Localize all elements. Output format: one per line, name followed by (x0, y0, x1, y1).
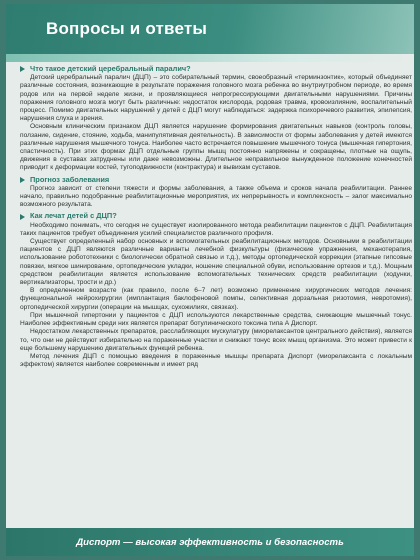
section-title: Что такое детский церебральный паралич? (30, 64, 191, 73)
section-title: Прогноз заболевания (30, 174, 110, 184)
triangle-bullet-icon (20, 66, 25, 72)
page-footer (6, 528, 414, 556)
paragraph: Прогноз зависит от степени тяжести и формы заболевания, а также объема и сроков начала реабилитации. Раннее начало, правильно подобранные реабилитационные мероприятия, их непрерывность и комплексность – залог максимально возможного результата. (20, 184, 412, 209)
page-title: Вопросы и ответы (46, 19, 208, 38)
paragraph: В определенном возрасте (как правило, после 6–7 лет) возможно применение хирургических методов лечения: функциональной нейрохирургии (имплантация баклофеновой помпы, селективная дорзальная ризотомия, невротомия), ортопедической хирургии (операции на мышцах, сухожилиях, связках). (20, 287, 412, 311)
paragraph: Детский церебральный паралич (ДЦП) – это собирательный термин, своеобразный «терминзонтик», который объединяет различные состояния, возникающие в результате поражения головного мозга ребенка во внутриутробном периоде, во время родов или на первой неделе жизни, и проявляющиеся непрогрессирующими двигательными нарушениями. Причины поражения головного мозга могут быть различные: недостаток кислорода, родовая травма, кровоизлияние, воспалительный процесс. Помимо двигательных нарушений у детей с ДЦП могут наблюдаться: задержка психоречевого развития, эпилепсия, нарушения слуха и зрения. (20, 74, 412, 123)
footer-slogan: Диспорт — высокая эффективность и безопасность (76, 536, 344, 548)
section-heading-what-is-dcp (20, 65, 412, 73)
paragraph: При мышечной гипертонии у пациентов с ДЦП используются лекарственные средства, снижающие мышечный тонус. Наиболее эффективным среди них является препарат ботулинического токсина типа А Диспорт. (20, 311, 412, 328)
triangle-bullet-icon (20, 177, 25, 183)
triangle-bullet-icon (20, 214, 25, 220)
section-heading-prognosis (20, 176, 412, 184)
section-title: Как лечат детей с ДЦП? (30, 211, 117, 221)
paragraph: Основным клиническим признаком ДЦП является нарушение формирования двигательных навыков (контроль головы, ползание, сидение, стояние, ходьба, манипулятивная деятельность). В зависимости от формы заболевания у детей имеются различные нарушения мышечного тонуса. Наиболее часто встречается повышение мышечного тонуса (мышечная гипертония, спастичность). При этих формах ДЦП отдельные группы мышц постоянно напряжены и сокращены, плотные на ощупь, движения в суставах затруднены или даже невозможны. Длительное неправильное вынужденное положение конечностей приводит к деформации костей, тугоподвижности (контрактура) и вывихам суставов. (20, 123, 412, 172)
section-heading-treatment (20, 212, 412, 220)
paragraph: Недостатком лекарственных препаратов, расслабляющих мускулатуру (миорелаксантов центрального действия), является то, что они не действуют избирательно на пораженные участки и снижают тонус всех мышц организма. Это может привести к еще большему нарушению двигательных функций ребенка. (20, 328, 412, 352)
paragraph: Существует определенный набор основных и вспомогательных реабилитационных методов. Основными в реабилитации пациентов с ДЦП являются различные варианты лечебной физкультуры (физические упражнения, механотерапия, использование робототехники с биологически обратной связью и т.д.), методы ортопедической коррекции (этапные гипсовые повязки, мягкое шинирование, ортопедические укладки, ношение специальной обуви, использование ортезов и т.д.). Мощным средством реабилитации является использование вспомогательных технических средств реабилитации (ходунки, вертикализаторы, трости и др.) (20, 238, 412, 287)
brochure-page (6, 4, 414, 556)
paragraph: Метод лечения ДЦП с помощью введения в пораженные мышцы препарата Диспорт (миорелаксанта с локальным эффектом) является наиболее современным и имеет ряд (20, 352, 412, 369)
header-stripe (6, 54, 414, 62)
main-content (16, 62, 414, 528)
paragraph: Необходимо понимать, что сегодня не существует изолированного метода реабилитации пациентов с ДЦП. Реабилитация таких пациентов требует объединения усилий специалистов различного профиля. (20, 221, 412, 237)
